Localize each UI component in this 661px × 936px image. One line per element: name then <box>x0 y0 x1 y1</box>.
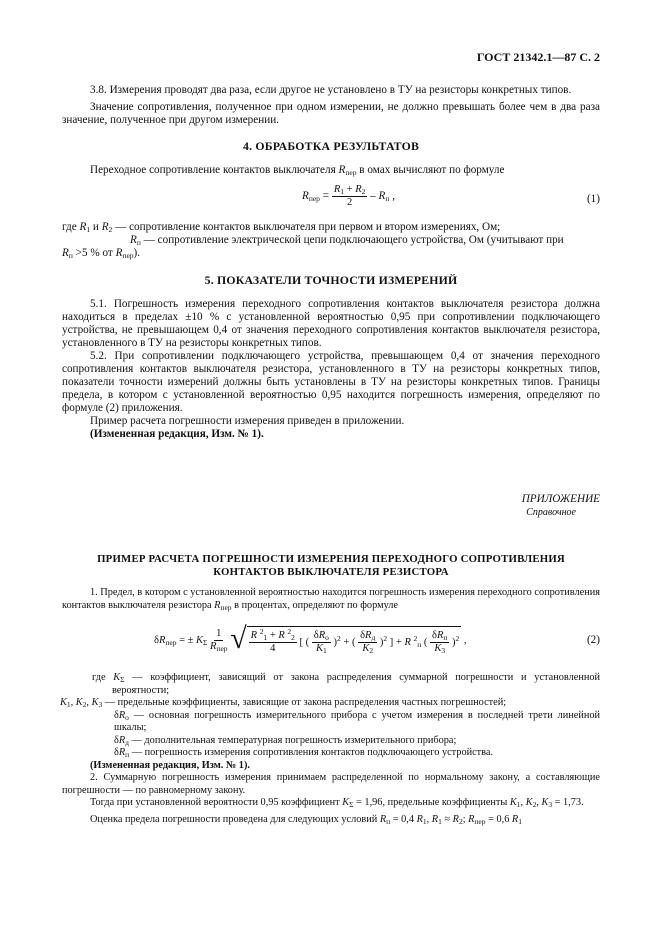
definition-k123: $K_1$, $K_2$, $K_3$ — предельные коэффициенты, зависящие от закона распределения частных погрешностей; <box>60 697 507 709</box>
where-rn-cond: $R_п >5$ % от $R_{пер}$). <box>62 247 141 260</box>
definition-dro: $\delta R_о$ — основная погрешность измерительного прибора с учетом измерения в последней трети линейной шкалы; <box>114 709 600 733</box>
formula-2-number: (2) <box>586 634 600 646</box>
section-4-heading: 4. ОБРАБОТКА РЕЗУЛЬТАТОВ <box>242 139 420 153</box>
section-4-intro: Переходное сопротивление контактов выключателя $R_{пер}$ в омах вычисляют по формуле <box>90 164 505 177</box>
definition-drp: $\delta R_п$ — погрешность измерения сопротивления контактов подключающего устройства. <box>114 747 494 759</box>
paragraph-example: Пример расчета погрешности измерения приведен в приложении. <box>90 415 405 427</box>
appendix-title-line2: КОНТАКТОВ ВЫКЛЮЧАТЕЛЯ РЕЗИСТОРА <box>213 566 449 578</box>
appendix-paragraph-4: Оценка предела погрешности проведена для следующих условий $R_п = 0,4$ $R_1$, $R_1 \approx R_2$; $R_{пер} = 0,6$ $R_1$ <box>90 813 522 826</box>
document-body <box>62 50 600 826</box>
paragraph-value: Значение сопротивления, полученное при одном измерении, не должно превышать более чем в два раза значение, полученное при другом измерении. <box>62 101 600 126</box>
amendment-note-1: (Измененная редакция, Изм. № 1). <box>90 428 264 440</box>
where-rn: $R_п$ — сопротивление электрической цепи подключающего устройства, Ом (учитывают при <box>130 234 564 247</box>
appendix-label: ПРИЛОЖЕНИЕ <box>521 493 600 505</box>
appendix-title-line1: ПРИМЕР РАСЧЕТА ПОГРЕШНОСТИ ИЗМЕРЕНИЯ ПЕРЕХОДНОГО СОПРОТИВЛЕНИЯ <box>97 553 565 565</box>
section-5-heading: 5. ПОКАЗАТЕЛИ ТОЧНОСТИ ИЗМЕРЕНИЙ <box>204 273 458 287</box>
definitions-list <box>62 672 600 760</box>
definition-drd: $\delta R_д$ — дополнительная температурная погрешность измерительного прибора; <box>114 734 457 747</box>
appendix-paragraph-2: 2. Суммарную погрешность измерения принимаем распределенной по нормальному закону, а составляющие погрешности — по равномерному закону. <box>62 772 600 796</box>
amendment-note-2: (Измененная редакция, Изм. № 1). <box>90 759 250 771</box>
appendix-sub: Справочное <box>526 507 576 518</box>
formula-1-number: (1) <box>586 193 600 205</box>
formula-2: $\delta R_{пер}$ = ± $K_\Sigma$ $\frac{1}{R_{пер}}$ √ $\frac{R ^2_1 + R ^2_2}{4}$ [ ( $\frac{\delta R_о}{K_1}$ )$^2$ + ( $\frac{\delta R_д}{K_2}$ )$^2$ ] + R $^2_п$ ( $\frac{\delta R_п}{K_3}$ )$^2$ , (2) <box>154 622 600 655</box>
formula-1: $R_{пер}$ = $\frac{R_1 + R_2}{2}$ – $R_п$ , (1) <box>302 184 600 208</box>
appendix-paragraph-1: 1. Предел, в котором с установленной вероятностью находится погрешность измерения переходного сопротивления контактов выключателя резистора $R_{пер}$ в процентах, определяют по формуле <box>62 587 600 612</box>
paragraph-5-1: 5.1. Погрешность измерения переходного сопротивления контактов выключателя резистора должна находиться в пределах ±10 % с установленной вероятностью 0,95 при сопротивлении подключающего устройства, не превышающем 0,4 от значения переходного сопротивления контактов выключателя резистора, установленного в ТУ на резисторы конкретных типов. <box>62 298 600 349</box>
paragraph-3-8: 3.8. Измерения проводят два раза, если другое не установлено в ТУ на резисторы конкретных типов. <box>90 84 572 96</box>
page-header: ГОСТ 21342.1—87 С. 2 <box>476 50 600 64</box>
definition-ksum: где $K_\Sigma$ — коэффициент, зависящий от закона распределения суммарной погрешности и установленной вероятности; <box>92 672 600 696</box>
appendix-paragraph-3: Тогда при установленной вероятности 0,95 коэффициент $K_\Sigma = 1,96$, предельные коэффициенты $K_1$, $K_2$, $K_3 = 1,73$. <box>90 797 584 809</box>
where-r1-r2: где $R_1$ и $R_2$ — сопротивление контактов выключателя при первом и втором измерениях, Ом; <box>62 221 501 234</box>
paragraph-5-2: 5.2. При сопротивлении подключающего устройства, превышающем 0,4 от значения переходного сопротивления контактов выключателя резистора, установленного в ТУ на резисторы конкретных типов, показатели точности измерений должны быть установлены в ТУ на резисторы конкретных типов. Границы предела, в котором с установленной вероятностью 0,95 находится погрешность измерения, определяют по формуле (2) приложения. <box>62 350 600 414</box>
